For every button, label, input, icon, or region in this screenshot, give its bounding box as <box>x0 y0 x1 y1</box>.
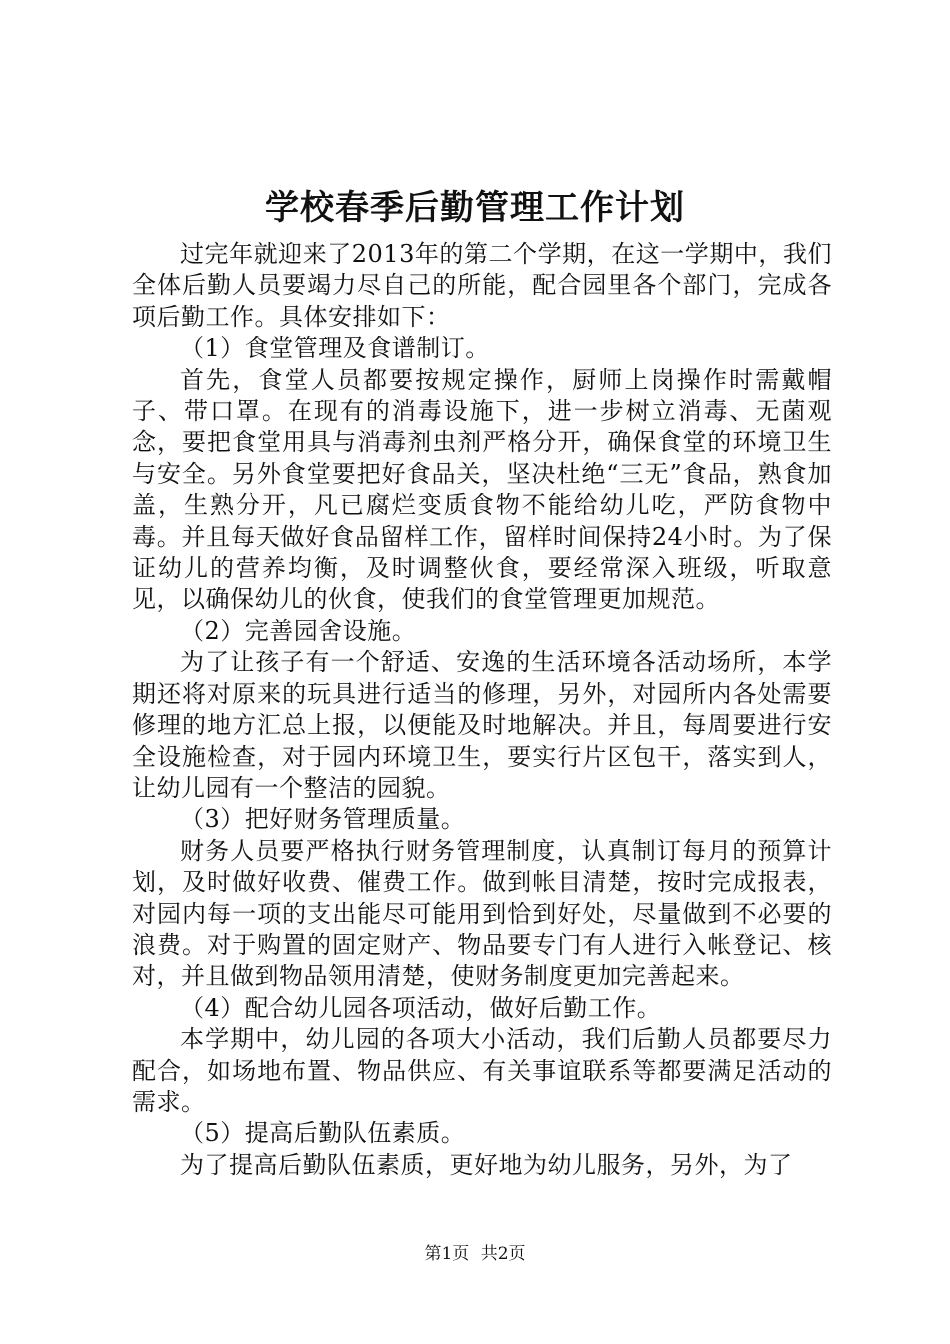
section-heading-2: （2）完善园舍设施。 <box>180 616 417 645</box>
paragraph-section-1: 首先，食堂人员都要按规定操作，厨师上岗操作时需戴帽子、带口罩。在现有的消毒设施下，进一步树立消毒、无菌观念，要把食堂用具与消毒剂虫剂严格分开，确保食堂的环境卫生与安全。另外食堂要把好食品关，坚决杜绝“三无”食品，熟食加盖，生熟分开，凡已腐烂变质食物不能给幼儿吃，严防食物中毒。并且每天做好食品留样工作，留样时间保持24小时。为了保证幼儿的营养均衡，及时调整伙食，要经常深入班级，听取意见，以确保幼儿的伙食，使我们的食堂管理更加规范。 <box>132 365 832 614</box>
document-title: 学校春季后勤管理工作计划 <box>265 188 685 228</box>
section-heading-5: （5）提高后勤队伍素质。 <box>180 1119 466 1148</box>
section-heading-3: （3）把好财务管理质量。 <box>180 805 466 834</box>
paragraph-section-5: 为了提高后勤队伍素质，更好地为幼儿服务，另外，为了 <box>180 1150 793 1179</box>
section-heading-1: （1）食堂管理及食谱制订。 <box>180 334 490 363</box>
paragraph-intro: 过完年就迎来了2013年的第二个学期，在这一学期中，我们全体后勤人员要竭力尽自己的所能，配合园里各个部门，完成各项后勤工作。具体安排如下： <box>132 240 832 331</box>
page-number: 第1页 <box>424 1244 470 1264</box>
paragraph-section-2: 为了让孩子有一个舒适、安逸的生活环境各活动场所，本学期还将对原来的玩具进行适当的修理，另外，对园所内各处需要修理的地方汇总上报，以便能及时地解决。并且，每周要进行安全设施检查，对于园内环境卫生，要实行片区包干，落实到人，让幼儿园有一个整洁的园貌。 <box>132 648 832 802</box>
paragraph-section-3: 财务人员要严格执行财务管理制度，认真制订每月的预算计划，及时做好收费、催费工作。做到帐目清楚，按时完成报表，对园内每一项的支出能尽可能用到恰到好处，尽量做到不必要的浪费。对于购置的固定财产、物品要专门有人进行入帐登记、核对，并且做到物品领用清楚，使财务制度更加完善起来。 <box>132 836 832 991</box>
document-body <box>132 239 832 1181</box>
page-total: 共2页 <box>480 1244 526 1264</box>
paragraph-section-4: 本学期中，幼儿园的各项大小活动，我们后勤人员都要尽力配合，如场地布置、物品供应、有关事谊联系等都要满足活动的需求。 <box>132 1025 832 1116</box>
section-heading-4: （4）配合幼儿园各项活动，做好后勤工作。 <box>180 993 662 1022</box>
page-footer <box>0 1243 950 1265</box>
